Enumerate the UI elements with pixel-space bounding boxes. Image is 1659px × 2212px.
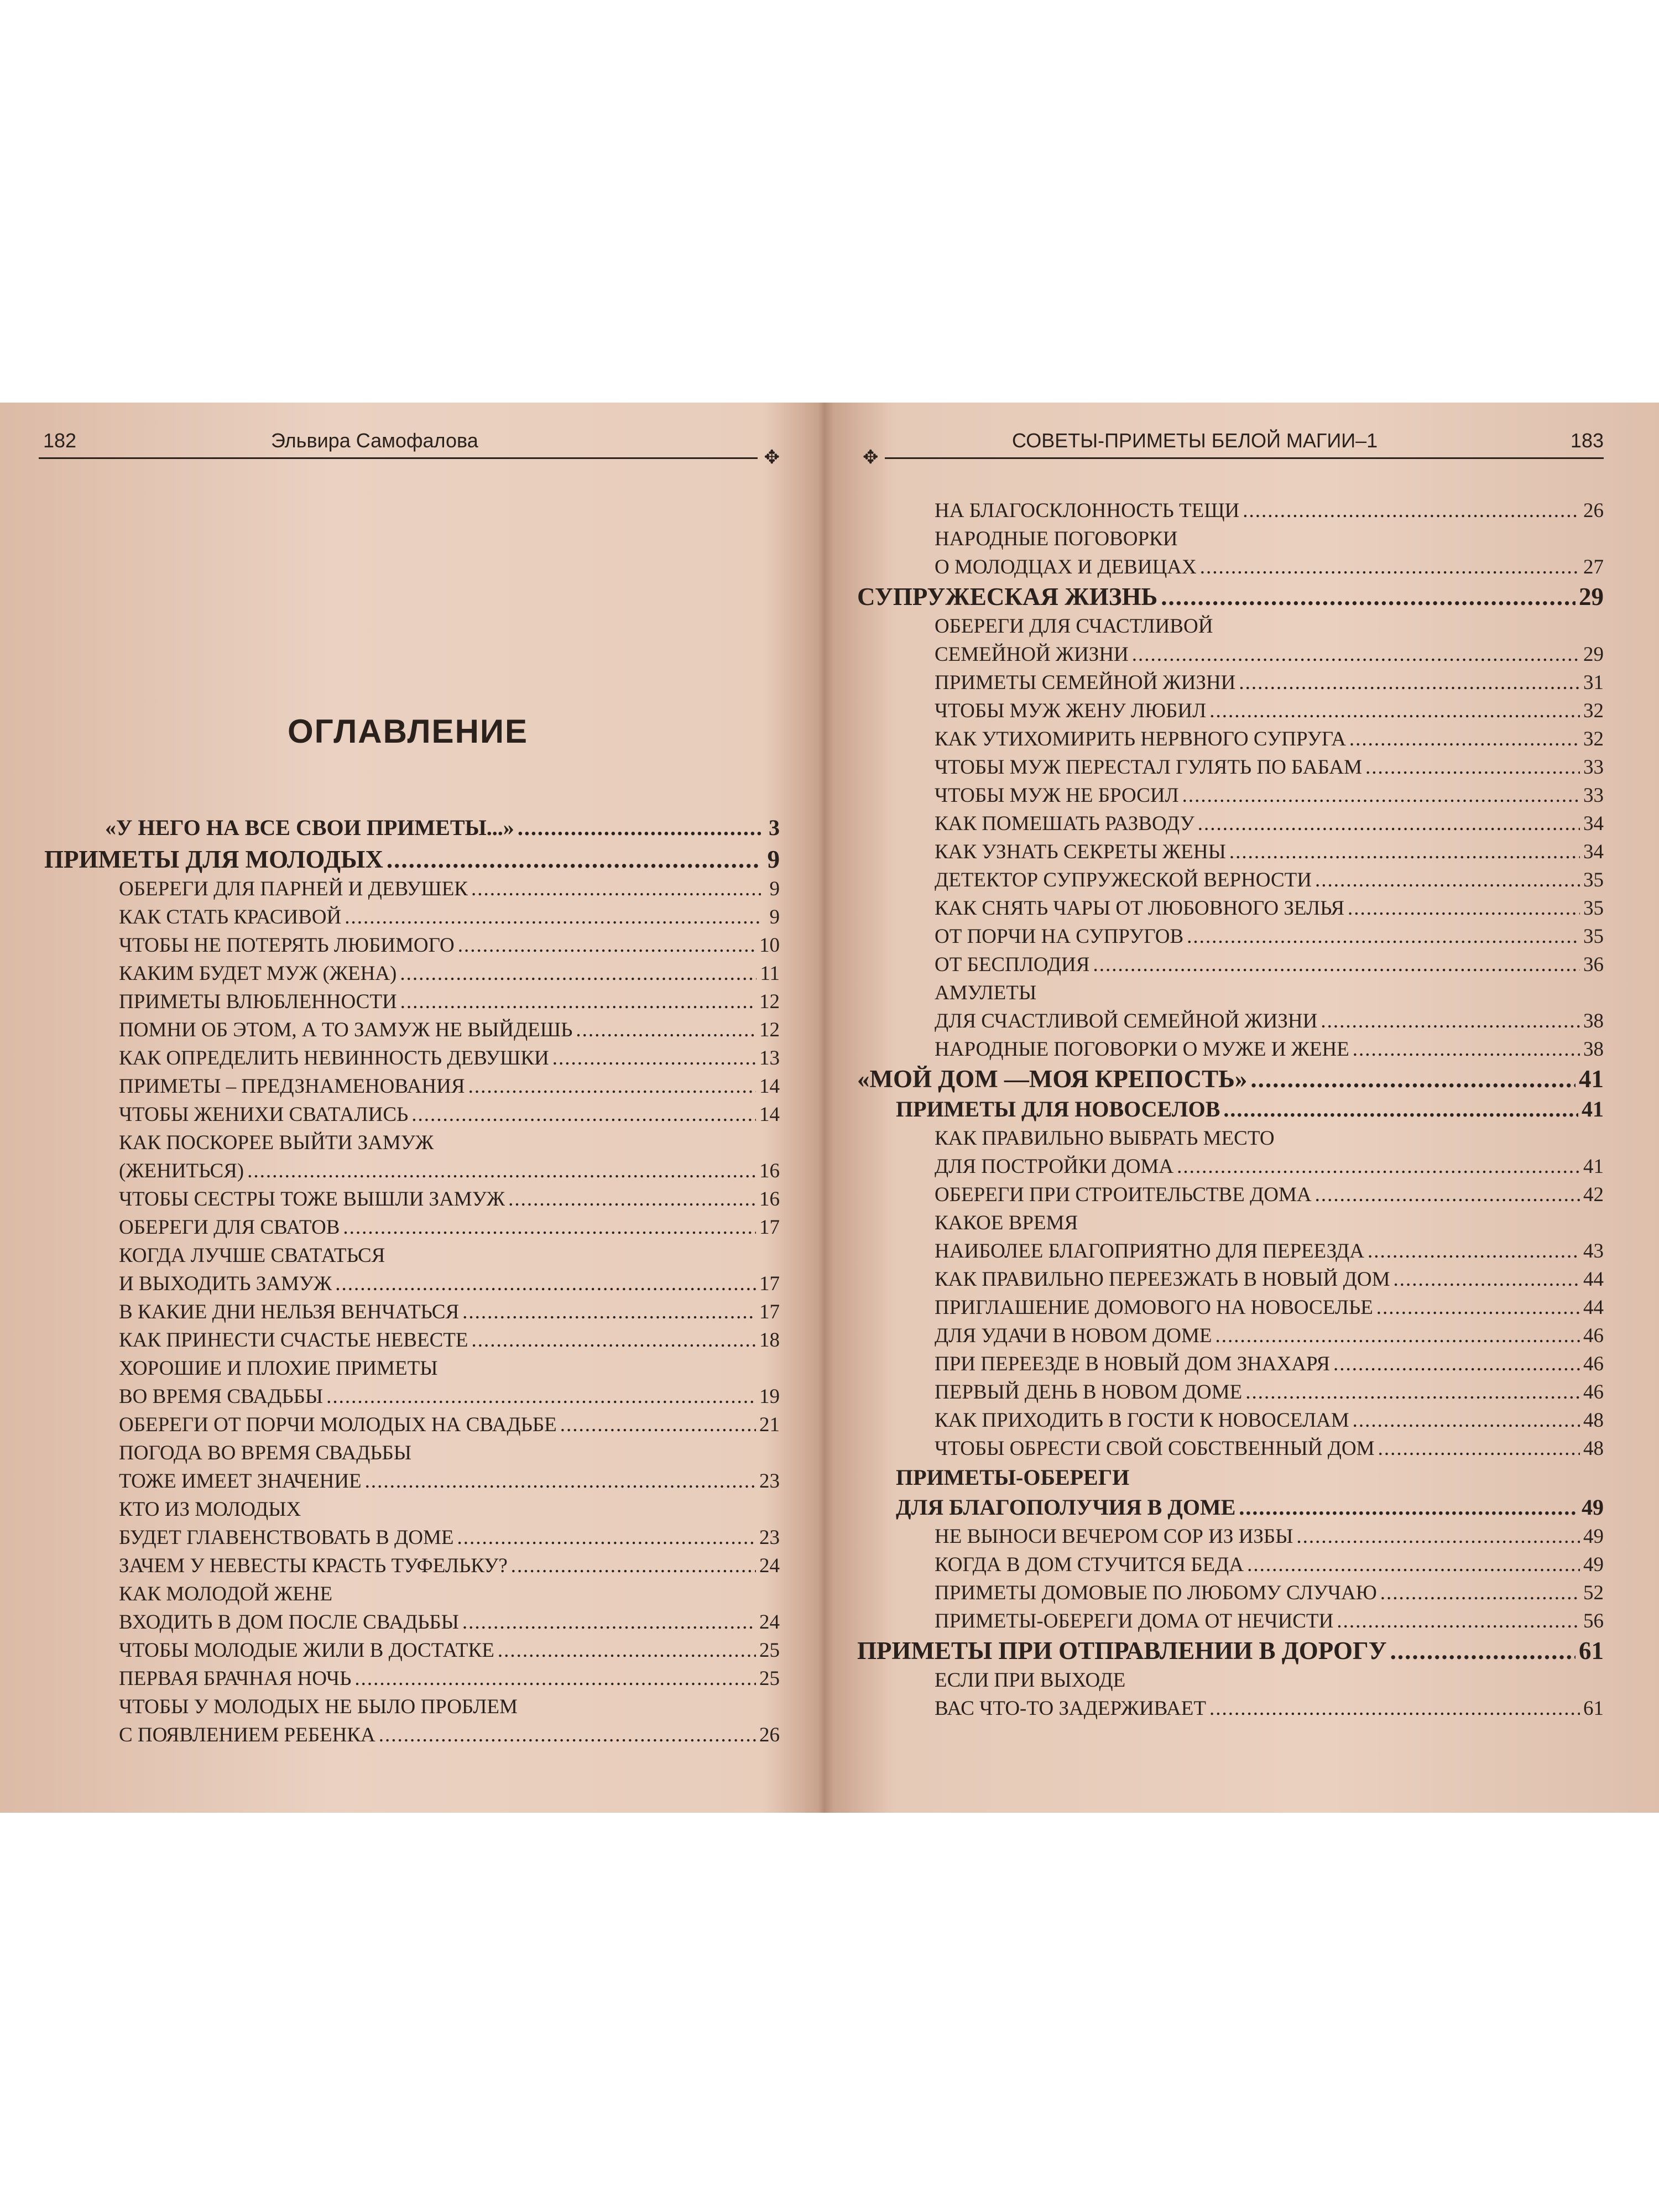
toc-entry xyxy=(857,1237,1604,1265)
toc-entry-title: ЧТОБЫ СЕСТРЫ ТОЖЕ ВЫШЛИ ЗАМУЖ xyxy=(119,1188,505,1211)
toc-entry xyxy=(44,1044,780,1072)
toc-entry-title: В КАКИЕ ДНИ НЕЛЬЗЯ ВЕНЧАТЬСЯ xyxy=(119,1301,460,1323)
toc-entry-title: ЧТОБЫ НЕ ПОТЕРЯТЬ ЛЮБИМОГО xyxy=(119,934,455,957)
toc-leader-dots xyxy=(387,844,761,875)
toc-entry-title: КАК УЗНАТЬ СЕКРЕТЫ ЖЕНЫ xyxy=(935,841,1226,863)
toc-entry xyxy=(44,959,780,988)
toc-entry-title: ПОМНИ ОБ ЭТОМ, А ТО ЗАМУЖ НЕ ВЫЙДЕШЬ xyxy=(119,1019,573,1041)
toc-entry-title: КАК ПОСКОРЕЕ ВЫЙТИ ЗАМУЖ xyxy=(119,1131,434,1154)
toc-entry-page: 9 xyxy=(769,878,780,900)
toc-entry xyxy=(857,1063,1604,1094)
toc-leader-dots xyxy=(576,1016,756,1044)
toc-entry xyxy=(857,1378,1604,1406)
header-rule xyxy=(885,457,1604,459)
toc-leader-dots xyxy=(1376,1293,1580,1322)
toc-leader-dots xyxy=(1209,1694,1580,1723)
toc-entry-title: «У НЕГО НА ВСЕ СВОИ ПРИМЕТЫ...» xyxy=(105,815,514,840)
toc-entry-page: 32 xyxy=(1583,700,1604,722)
toc-entry-title: ПРИМЕТЫ ДЛЯ НОВОСЕЛОВ xyxy=(896,1097,1220,1121)
toc-entry xyxy=(857,810,1604,838)
toc-leader-dots xyxy=(345,903,761,931)
toc-leader-dots xyxy=(1239,1493,1578,1522)
toc-entry xyxy=(44,875,780,903)
toc-leader-dots xyxy=(1348,894,1580,922)
toc-entry-page: 12 xyxy=(759,1019,780,1041)
toc-entry xyxy=(44,903,780,931)
toc-entry-title: СЕМЕЙНОЙ ЖИЗНИ xyxy=(935,643,1129,666)
toc-leader-dots xyxy=(1250,1063,1575,1094)
toc-entry xyxy=(44,1270,780,1298)
toc-leader-dots xyxy=(1378,1434,1580,1463)
toc-entry-page: 61 xyxy=(1583,1697,1604,1720)
toc-entry-page: 9 xyxy=(767,846,780,873)
toc-entry-title: ОБЕРЕГИ ПРИ СТРОИТЕЛЬСТВЕ ДОМА xyxy=(935,1183,1312,1206)
toc-leader-dots xyxy=(1333,1350,1580,1378)
toc-leader-dots xyxy=(1394,1265,1580,1293)
toc-entry xyxy=(857,525,1604,553)
toc-entry xyxy=(857,1579,1604,1607)
toc-entry xyxy=(857,1265,1604,1293)
toc-entry-title: ОТ БЕСПЛОДИЯ xyxy=(935,953,1090,976)
toc-entry-title: ПРИМЕТЫ-ОБЕРЕГИ xyxy=(896,1465,1130,1490)
toc-entry-title: БУДЕТ ГЛАВЕНСТВОВАТЬ В ДОМЕ xyxy=(119,1526,454,1549)
toc-entry-page: 10 xyxy=(759,934,780,957)
toc-entry-page: 44 xyxy=(1583,1296,1604,1319)
toc-entry xyxy=(44,1411,780,1439)
toc-entry xyxy=(857,1463,1604,1493)
toc-entry-page: 35 xyxy=(1583,869,1604,891)
toc-entry xyxy=(857,553,1604,581)
toc-entry-title: ЧТОБЫ МУЖ ПЕРЕСТАЛ ГУЛЯТЬ ПО БАБАМ xyxy=(935,756,1362,779)
right-page-number: 183 xyxy=(1570,429,1604,452)
toc-entry-title: ОБЕРЕГИ ДЛЯ СВАТОВ xyxy=(119,1216,340,1239)
left-page-number: 182 xyxy=(43,429,77,452)
toc-entry-page: 41 xyxy=(1579,1065,1604,1093)
toc-leader-dots xyxy=(1177,1152,1580,1181)
toc-list-left xyxy=(44,812,780,1749)
toc-leader-dots xyxy=(552,1044,756,1072)
toc-leader-dots xyxy=(462,1298,756,1326)
toc-entry-page: 17 xyxy=(759,1216,780,1239)
toc-entry-page: 36 xyxy=(1583,953,1604,976)
toc-entry-title: КАК ПРИНЕСТИ СЧАСТЬЕ НЕВЕСТЕ xyxy=(119,1329,468,1352)
toc-entry-page: 23 xyxy=(759,1470,780,1493)
toc-entry-page: 52 xyxy=(1583,1582,1604,1604)
toc-entry xyxy=(44,1467,780,1495)
toc-entry xyxy=(44,844,780,875)
toc-entry-title: КАКИМ БУДЕТ МУЖ (ЖЕНА) xyxy=(119,962,397,985)
ornament-icon: ✥ xyxy=(764,447,780,468)
toc-entry-title: КАК ПРИХОДИТЬ В ГОСТИ К НОВОСЕЛАМ xyxy=(935,1409,1349,1432)
right-page xyxy=(830,403,1659,1813)
toc-entry-page: 18 xyxy=(759,1329,780,1352)
toc-entry-title: КОГДА ЛУЧШЕ СВАТАТЬСЯ xyxy=(119,1244,385,1267)
toc-title: ОГЛАВЛЕНИЕ xyxy=(288,713,529,750)
toc-leader-dots xyxy=(1315,866,1580,894)
toc-leader-dots xyxy=(326,1383,756,1411)
toc-entry xyxy=(44,1552,780,1580)
toc-entry xyxy=(44,1693,780,1721)
toc-entry xyxy=(44,1580,780,1608)
toc-entry xyxy=(44,931,780,959)
toc-leader-dots xyxy=(1243,497,1580,525)
toc-entry-page: 14 xyxy=(759,1103,780,1126)
toc-entry-page: 24 xyxy=(759,1554,780,1577)
toc-leader-dots xyxy=(458,931,756,959)
toc-leader-dots xyxy=(1349,725,1580,753)
toc-entry xyxy=(857,1181,1604,1209)
toc-entry-title: КТО ИЗ МОЛОДЫХ xyxy=(119,1498,301,1521)
toc-entry-page: 29 xyxy=(1579,583,1604,611)
toc-entry-title: НАРОДНЫЕ ПОГОВОРКИ О МУЖЕ И ЖЕНЕ xyxy=(935,1038,1349,1061)
toc-entry-title: ДЕТЕКТОР СУПРУЖЕСКОЙ ВЕРНОСТИ xyxy=(935,869,1312,891)
toc-leader-dots xyxy=(1187,922,1580,951)
toc-entry-page: 34 xyxy=(1583,841,1604,863)
toc-entry xyxy=(857,1551,1604,1579)
toc-leader-dots xyxy=(1223,1094,1578,1124)
toc-entry xyxy=(857,1209,1604,1237)
toc-entry-title: ПРИМЕТЫ ВЛЮБЛЕННОСТИ xyxy=(119,990,397,1013)
right-page-header xyxy=(863,429,1604,468)
toc-entry-title: ВАС ЧТО-ТО ЗАДЕРЖИВАЕТ xyxy=(935,1697,1206,1720)
toc-entry-title: КАК ПОМЕШАТЬ РАЗВОДУ xyxy=(935,812,1194,835)
toc-entry-page: 12 xyxy=(759,990,780,1013)
toc-entry-page: 49 xyxy=(1583,1553,1604,1576)
toc-entry-title: КАКОЕ ВРЕМЯ xyxy=(935,1212,1078,1234)
toc-entry-title: НА БЛАГОСКЛОННОСТЬ ТЕЩИ xyxy=(935,499,1240,522)
toc-entry xyxy=(857,1035,1604,1063)
toc-entry-page: 41 xyxy=(1582,1097,1604,1121)
toc-leader-dots xyxy=(247,1157,756,1185)
toc-entry-page: 13 xyxy=(759,1047,780,1070)
toc-leader-dots xyxy=(1132,640,1580,669)
toc-entry xyxy=(857,753,1604,781)
right-header-title: СОВЕТЫ-ПРИМЕТЫ БЕЛОЙ МАГИИ–1 xyxy=(1012,429,1378,452)
toc-entry-page: 16 xyxy=(759,1188,780,1211)
toc-entry xyxy=(857,1635,1604,1666)
toc-entry-title: ПРИМЕТЫ – ПРЕДЗНАМЕНОВАНИЯ xyxy=(119,1075,465,1098)
toc-entry xyxy=(857,497,1604,525)
toc-entry xyxy=(857,1094,1604,1124)
toc-entry-title: КАК ПРАВИЛЬНО ВЫБРАТЬ МЕСТО xyxy=(935,1127,1275,1150)
toc-entry-title: ЧТОБЫ МОЛОДЫЕ ЖИЛИ В ДОСТАТКЕ xyxy=(119,1639,494,1662)
toc-entry xyxy=(857,1152,1604,1181)
toc-entry-page: 25 xyxy=(759,1667,780,1690)
toc-leader-dots xyxy=(1245,1378,1580,1406)
toc-leader-dots xyxy=(468,1072,756,1100)
toc-entry xyxy=(857,612,1604,640)
toc-entry-title: ПЕРВАЯ БРАЧНАЯ НОЧЬ xyxy=(119,1667,352,1690)
toc-entry-title: О МОЛОДЦАХ И ДЕВИЦАХ xyxy=(935,556,1197,578)
toc-entry-page: 3 xyxy=(769,815,780,840)
toc-entry xyxy=(44,1721,780,1749)
toc-entry-page: 35 xyxy=(1583,897,1604,920)
toc-entry-title: ТОЖЕ ИМЕЕТ ЗНАЧЕНИЕ xyxy=(119,1470,362,1493)
toc-leader-dots xyxy=(1321,1007,1580,1035)
toc-entry-page: 44 xyxy=(1583,1268,1604,1291)
toc-entry-page: 27 xyxy=(1583,556,1604,578)
toc-entry-title: И ВЫХОДИТЬ ЗАМУЖ xyxy=(119,1272,332,1295)
toc-entry-title: ДЛЯ СЧАСТЛИВОЙ СЕМЕЙНОЙ ЖИЗНИ xyxy=(935,1010,1318,1032)
toc-leader-dots xyxy=(1200,553,1580,581)
toc-entry-title: ПРИМЕТЫ ДЛЯ МОЛОДЫХ xyxy=(44,846,383,873)
toc-entry-title: ВХОДИТЬ В ДОМ ПОСЛЕ СВАДЬБЫ xyxy=(119,1611,459,1634)
toc-entry xyxy=(857,640,1604,669)
toc-entry-title: КАК СНЯТЬ ЧАРЫ ОТ ЛЮБОВНОГО ЗЕЛЬЯ xyxy=(935,897,1345,920)
toc-leader-dots xyxy=(471,875,761,903)
toc-entry-page: 49 xyxy=(1583,1525,1604,1548)
toc-entry xyxy=(857,838,1604,866)
toc-entry-title: ЗАЧЕМ У НЕВЕСТЫ КРАСТЬ ТУФЕЛЬКУ? xyxy=(119,1554,508,1577)
toc-entry-title: ОБЕРЕГИ ДЛЯ ПАРНЕЙ И ДЕВУШЕК xyxy=(119,878,468,900)
header-rule xyxy=(39,457,758,459)
book-spread xyxy=(0,403,1659,1813)
toc-entry xyxy=(857,1007,1604,1035)
toc-entry-page: 42 xyxy=(1583,1183,1604,1206)
toc-entry-title: КАК СТАТЬ КРАСИВОЙ xyxy=(119,906,342,928)
toc-entry-page: 48 xyxy=(1583,1409,1604,1432)
toc-leader-dots xyxy=(379,1721,756,1749)
toc-entry xyxy=(44,1354,780,1383)
toc-leader-dots xyxy=(411,1100,756,1129)
toc-entry xyxy=(857,1350,1604,1378)
toc-entry-page: 43 xyxy=(1583,1240,1604,1262)
toc-entry xyxy=(44,1608,780,1636)
toc-leader-dots xyxy=(471,1326,756,1354)
toc-entry-page: 34 xyxy=(1583,812,1604,835)
toc-entry xyxy=(44,812,780,844)
toc-entry-title: ЧТОБЫ У МОЛОДЫХ НЕ БЫЛО ПРОБЛЕМ xyxy=(119,1695,518,1718)
toc-entry xyxy=(857,866,1604,894)
toc-entry-page: 33 xyxy=(1583,756,1604,779)
toc-leader-dots xyxy=(1315,1181,1580,1209)
toc-entry xyxy=(857,669,1604,697)
toc-leader-dots xyxy=(1093,951,1580,979)
toc-entry-title: НЕ ВЫНОСИ ВЕЧЕРОМ СОР ИЗ ИЗБЫ xyxy=(935,1525,1293,1548)
toc-entry-page: 38 xyxy=(1583,1038,1604,1061)
toc-entry xyxy=(857,951,1604,979)
toc-entry-page: 9 xyxy=(769,906,780,928)
toc-leader-dots xyxy=(1296,1522,1580,1551)
toc-entry-page: 33 xyxy=(1583,784,1604,807)
toc-entry-title: ОТ ПОРЧИ НА СУПРУГОВ xyxy=(935,925,1184,948)
toc-entry-title: ЕСЛИ ПРИ ВЫХОДЕ xyxy=(935,1669,1126,1692)
toc-entry-title: ЧТОБЫ МУЖ ЖЕНУ ЛЮБИЛ xyxy=(935,700,1207,722)
toc-entry xyxy=(857,1406,1604,1434)
toc-entry xyxy=(857,1522,1604,1551)
toc-leader-dots xyxy=(1182,781,1580,810)
toc-leader-dots xyxy=(354,1665,756,1693)
toc-entry xyxy=(857,1322,1604,1350)
toc-entry-page: 26 xyxy=(759,1724,780,1746)
toc-entry xyxy=(44,1072,780,1100)
toc-entry-title: ПРИ ПЕРЕЕЗДЕ В НОВЫЙ ДОМ ЗНАХАРЯ xyxy=(935,1353,1330,1375)
toc-entry-title: «МОЙ ДОМ —МОЯ КРЕПОСТЬ» xyxy=(857,1065,1248,1093)
toc-entry-page: 46 xyxy=(1583,1381,1604,1404)
toc-entry xyxy=(857,922,1604,951)
toc-leader-dots xyxy=(1380,1579,1580,1607)
toc-leader-dots xyxy=(400,959,757,988)
left-page xyxy=(0,403,824,1813)
toc-entry-title: ЧТОБЫ МУЖ НЕ БРОСИЛ xyxy=(935,784,1179,807)
toc-entry xyxy=(44,1326,780,1354)
toc-entry-title: ЧТОБЫ ОБРЕСТИ СВОЙ СОБСТВЕННЫЙ ДОМ xyxy=(935,1437,1375,1460)
toc-leader-dots xyxy=(1247,1551,1580,1579)
toc-entry-title: КАК ОПРЕДЕЛИТЬ НЕВИННОСТЬ ДЕВУШКИ xyxy=(119,1047,549,1070)
toc-entry xyxy=(857,1607,1604,1635)
toc-entry xyxy=(44,1100,780,1129)
toc-leader-dots xyxy=(1353,1406,1580,1434)
toc-leader-dots xyxy=(518,812,761,844)
toc-entry-title: КАК ПРАВИЛЬНО ПЕРЕЕЗЖАТЬ В НОВЫЙ ДОМ xyxy=(935,1268,1390,1291)
toc-leader-dots xyxy=(1239,669,1580,697)
toc-entry-page: 14 xyxy=(759,1075,780,1098)
toc-entry-page: 56 xyxy=(1583,1610,1604,1632)
toc-entry-page: 49 xyxy=(1582,1495,1604,1520)
toc-entry-page: 24 xyxy=(759,1611,780,1634)
toc-entry-page: 38 xyxy=(1583,1010,1604,1032)
toc-list-right xyxy=(857,497,1604,1723)
toc-leader-dots xyxy=(511,1552,756,1580)
toc-leader-dots xyxy=(1229,838,1580,866)
toc-entry xyxy=(857,725,1604,753)
toc-leader-dots xyxy=(1353,1035,1580,1063)
toc-entry-title: ОБЕРЕГИ ОТ ПОРЧИ МОЛОДЫХ НА СВАДЬБЕ xyxy=(119,1413,557,1436)
toc-leader-dots xyxy=(462,1608,756,1636)
toc-entry xyxy=(857,1124,1604,1152)
toc-leader-dots xyxy=(498,1636,756,1665)
toc-entry-title: ХОРОШИЕ И ПЛОХИЕ ПРИМЕТЫ xyxy=(119,1357,438,1380)
ornament-icon: ✥ xyxy=(863,447,879,468)
toc-entry xyxy=(44,1524,780,1552)
toc-entry xyxy=(44,1665,780,1693)
toc-leader-dots xyxy=(1390,1635,1575,1666)
toc-entry xyxy=(857,1493,1604,1522)
toc-entry xyxy=(857,894,1604,922)
toc-entry-page: 46 xyxy=(1583,1324,1604,1347)
toc-entry-title: СУПРУЖЕСКАЯ ЖИЗНЬ xyxy=(857,583,1158,611)
toc-leader-dots xyxy=(1337,1607,1580,1635)
toc-entry-title: ВО ВРЕМЯ СВАДЬБЫ xyxy=(119,1385,324,1408)
toc-entry-title: ЧТОБЫ ЖЕНИХИ СВАТАЛИСЬ xyxy=(119,1103,409,1126)
toc-entry-title: ПРИМЕТЫ-ОБЕРЕГИ ДОМА ОТ НЕЧИСТИ xyxy=(935,1610,1334,1632)
toc-leader-dots xyxy=(1198,810,1580,838)
toc-entry-page: 46 xyxy=(1583,1353,1604,1375)
toc-entry-page: 31 xyxy=(1583,671,1604,694)
toc-leader-dots xyxy=(1365,753,1580,781)
toc-entry-title: ПОГОДА ВО ВРЕМЯ СВАДЬБЫ xyxy=(119,1442,412,1464)
toc-leader-dots xyxy=(335,1270,756,1298)
toc-entry-page: 17 xyxy=(759,1301,780,1323)
toc-entry-title: (ЖЕНИТЬСЯ) xyxy=(119,1160,244,1182)
toc-entry-page: 41 xyxy=(1583,1155,1604,1178)
toc-entry-title: ПЕРВЫЙ ДЕНЬ В НОВОМ ДОМЕ xyxy=(935,1381,1243,1404)
toc-entry xyxy=(44,1185,780,1213)
toc-entry-title: ДЛЯ УДАЧИ В НОВОМ ДОМЕ xyxy=(935,1324,1212,1347)
toc-entry-title: ДЛЯ БЛАГОПОЛУЧИЯ В ДОМЕ xyxy=(896,1495,1236,1520)
toc-entry xyxy=(44,1383,780,1411)
toc-leader-dots xyxy=(508,1185,756,1213)
toc-entry xyxy=(44,1157,780,1185)
toc-leader-dots xyxy=(400,988,756,1016)
toc-leader-dots xyxy=(1368,1237,1580,1265)
toc-entry-title: ОБЕРЕГИ ДЛЯ СЧАСТЛИВОЙ xyxy=(935,615,1213,638)
toc-leader-dots xyxy=(1161,581,1575,612)
toc-entry xyxy=(857,1434,1604,1463)
toc-entry xyxy=(44,1129,780,1157)
toc-entry-title: КОГДА В ДОМ СТУЧИТСЯ БЕДА xyxy=(935,1553,1244,1576)
toc-entry-title: НАИБОЛЕЕ БЛАГОПРИЯТНО ДЛЯ ПЕРЕЕЗДА xyxy=(935,1240,1364,1262)
toc-entry-page: 23 xyxy=(759,1526,780,1549)
toc-leader-dots xyxy=(560,1411,756,1439)
toc-entry xyxy=(44,1241,780,1270)
toc-entry-title: АМУЛЕТЫ xyxy=(935,982,1037,1004)
toc-entry-title: КАК МОЛОДОЙ ЖЕНЕ xyxy=(119,1583,333,1605)
toc-entry xyxy=(857,1694,1604,1723)
toc-entry-title: ДЛЯ ПОСТРОЙКИ ДОМА xyxy=(935,1155,1174,1178)
toc-entry-title: КАК УТИХОМИРИТЬ НЕРВНОГО СУПРУГА xyxy=(935,728,1346,750)
toc-entry xyxy=(44,1298,780,1326)
toc-entry-title: ПРИГЛАШЕНИЕ ДОМОВОГО НА НОВОСЕЛЬЕ xyxy=(935,1296,1373,1319)
toc-entry-title: С ПОЯВЛЕНИЕМ РЕБЕНКА xyxy=(119,1724,375,1746)
toc-leader-dots xyxy=(365,1467,756,1495)
toc-entry-page: 26 xyxy=(1583,499,1604,522)
toc-entry xyxy=(857,1666,1604,1694)
toc-entry-title: НАРОДНЫЕ ПОГОВОРКИ xyxy=(935,528,1178,550)
toc-entry xyxy=(44,1495,780,1524)
toc-entry-page: 29 xyxy=(1583,643,1604,666)
toc-entry-page: 19 xyxy=(759,1385,780,1408)
left-page-header xyxy=(39,429,780,468)
toc-entry xyxy=(857,697,1604,725)
toc-leader-dots xyxy=(457,1524,757,1552)
toc-entry-page: 11 xyxy=(760,962,780,985)
toc-entry-title: ПРИМЕТЫ ДОМОВЫЕ ПО ЛЮБОМУ СЛУЧАЮ xyxy=(935,1582,1377,1604)
toc-entry xyxy=(44,988,780,1016)
toc-leader-dots xyxy=(1209,697,1580,725)
toc-entry-page: 21 xyxy=(759,1413,780,1436)
toc-entry xyxy=(44,1016,780,1044)
toc-entry-page: 48 xyxy=(1583,1437,1604,1460)
toc-entry-page: 17 xyxy=(759,1272,780,1295)
toc-entry-title: ПРИМЕТЫ СЕМЕЙНОЙ ЖИЗНИ xyxy=(935,671,1236,694)
toc-entry xyxy=(857,979,1604,1007)
toc-entry xyxy=(44,1213,780,1241)
toc-entry xyxy=(44,1439,780,1467)
toc-entry-page: 35 xyxy=(1583,925,1604,948)
toc-entry xyxy=(857,1293,1604,1322)
toc-entry-page: 25 xyxy=(759,1639,780,1662)
toc-entry-page: 32 xyxy=(1583,728,1604,750)
toc-entry-title: ПРИМЕТЫ ПРИ ОТПРАВЛЕНИИ В ДОРОГУ xyxy=(857,1637,1387,1665)
toc-entry xyxy=(857,781,1604,810)
toc-leader-dots xyxy=(1215,1322,1580,1350)
toc-entry xyxy=(44,1636,780,1665)
toc-entry xyxy=(857,581,1604,612)
toc-entry-page: 61 xyxy=(1579,1637,1604,1665)
toc-entry-page: 16 xyxy=(759,1160,780,1182)
toc-leader-dots xyxy=(343,1213,756,1241)
left-header-title: Эльвира Самофалова xyxy=(271,429,478,452)
